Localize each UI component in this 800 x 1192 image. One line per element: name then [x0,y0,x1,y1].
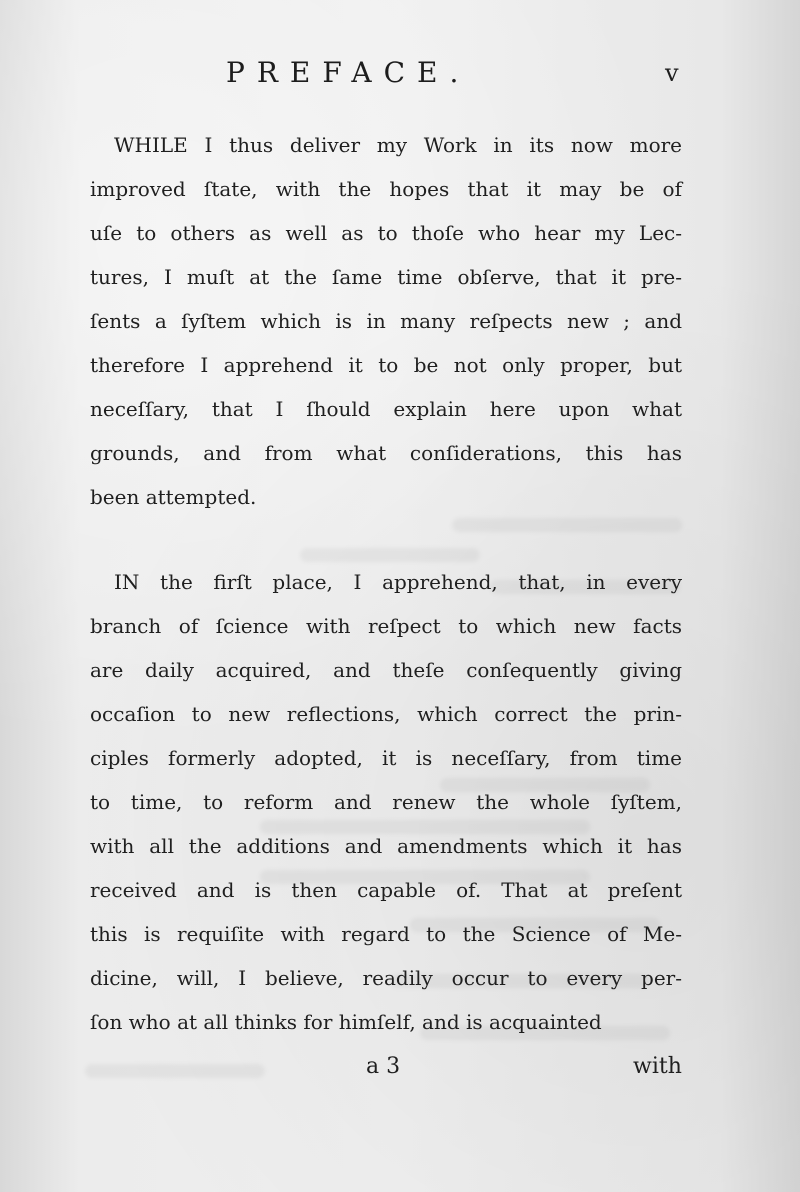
paragraph-line: IN the firſt place, I apprehend, that, in every [114,570,682,594]
paragraph-line: improved ſtate, with the hopes that it may be of [90,177,682,201]
paragraph-2 [90,560,682,1044]
paragraph-line: this is requiſite with regard to the Science of Me- [90,922,682,946]
paragraph-line: occaſion to new reflections, which correct the prin- [90,702,682,726]
paragraph-line: ſon who at all thinks for himſelf, and is acquainted [90,1010,602,1034]
page-number: v [665,59,679,87]
page-header [0,56,800,90]
paragraph-line: therefore I apprehend it to be not only proper, but [90,353,682,377]
page-footer [0,1052,800,1092]
catchword: with [633,1054,682,1079]
page-title: PREFACE. [226,56,471,89]
paragraph-line: are daily acquired, and theſe conſequently giving [90,658,682,682]
paragraph-line: WHILE I thus deliver my Work in its now more [114,133,682,157]
paragraph-1 [90,123,682,519]
paragraph-line: ciples formerly adopted, it is neceſſary, from time [90,746,682,770]
paragraph-line: to time, to reform and renew the whole ſyſtem, [90,790,682,814]
paragraph-line: branch of ſcience with reſpect to which new facts [90,614,682,638]
paragraph-line: with all the additions and amendments which it has [90,834,682,858]
show-through-line [452,518,682,532]
signature-mark: a 3 [366,1054,401,1079]
paragraph-line: neceſſary, that I ſhould explain here upon what [90,397,682,421]
paragraph-line: tures, I muſt at the ſame time obſerve, that it pre- [90,265,682,289]
paragraph-line: grounds, and from what conſiderations, this has [90,441,682,465]
paragraph-line: uſe to others as well as to thoſe who hear my Lec- [90,221,682,245]
paragraph-line: dicine, will, I believe, readily occur to every per- [90,966,682,990]
paragraph-line: been attempted. [90,485,257,509]
paragraph-line: ſents a ſyſtem which is in many reſpects new ; and [90,309,682,333]
paragraph-line: received and is then capable of. That at preſent [90,878,682,902]
